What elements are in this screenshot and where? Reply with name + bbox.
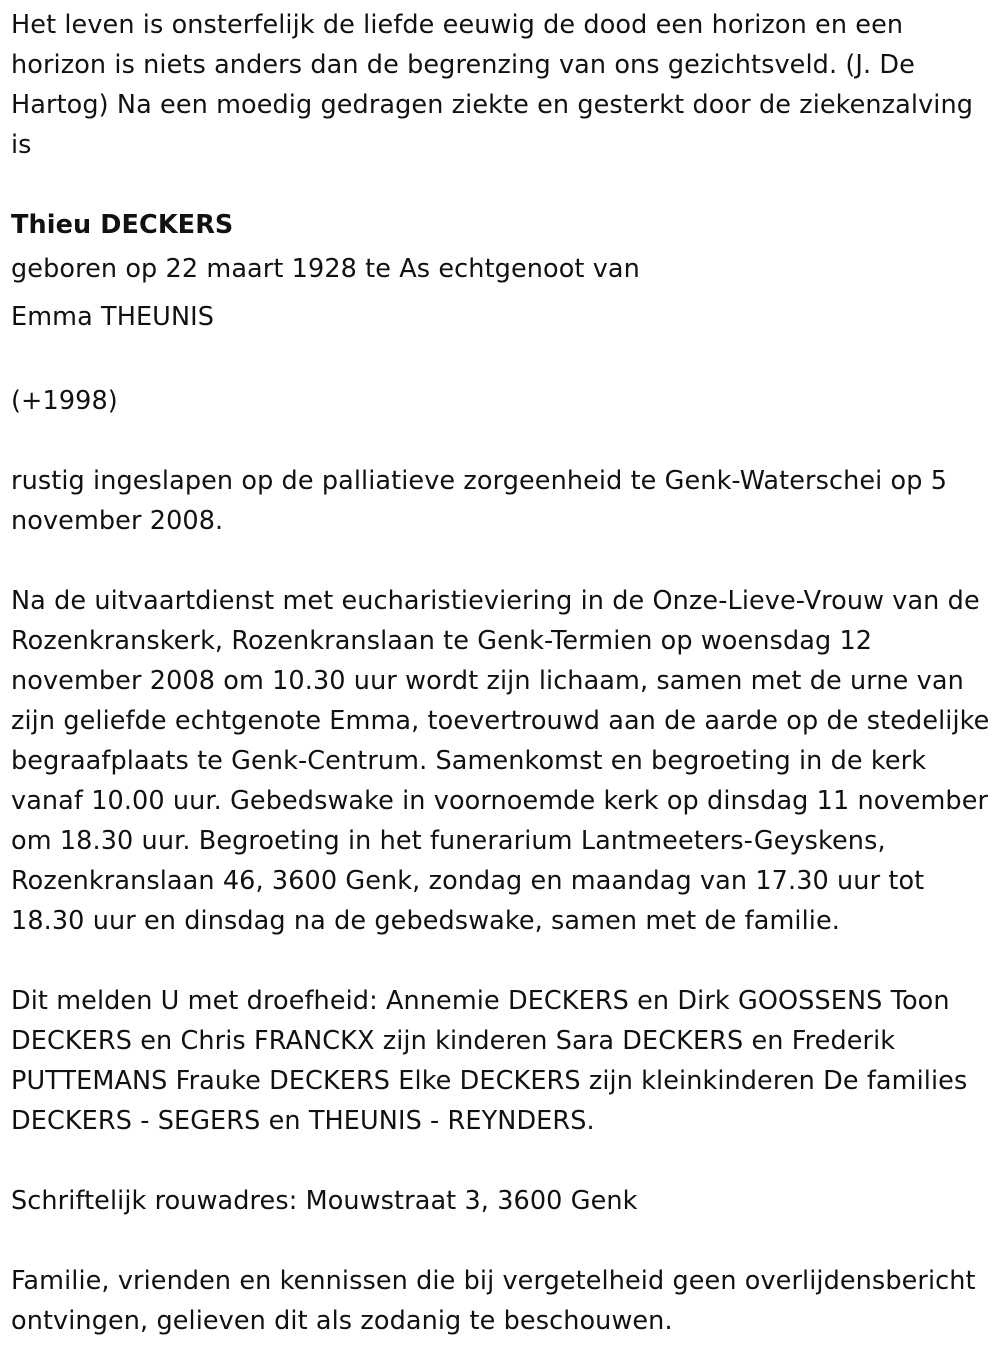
passing-paragraph: rustig ingeslapen op de palliatieve zorgeenheid te Genk-Waterschei op 5 november 2008. — [11, 466, 948, 536]
family-paragraph: Dit melden U met droefheid: Annemie DECKERS en Dirk GOOSSENS Toon DECKERS en Chris FRANCKX zijn kinderen Sara DECKERS en Frederik PUTTEMANS Frauke DECKERS Elke DECKERS zijn kleinkinderen De families DECKERS - SEGERS en THEUNIS - REYNDERS. — [11, 986, 968, 1136]
birth-line: geboren op 22 maart 1928 te As echtgenoot van — [11, 254, 640, 284]
funeral-paragraph: Na de uitvaartdienst met eucharistieviering in de Onze-Lieve-Vrouw van de Rozenkranskerk, Rozenkranslaan te Genk-Termien op woensdag 12 november 2008 om 10.30 uur wordt zijn lichaam, samen met de urne van zijn geliefde echtgenote Emma, toevertrouwd aan de aarde op de stedelijke begraafplaats te Genk-Centrum. Samenkomst en begroeting in de kerk vanaf 10.00 uur. Gebedswake in voornoemde kerk op dinsdag 11 november om 18.30 uur. Begroeting in het funerarium Lantmeeters-Geyskens, Rozenkranslaan 46, 3600 Genk, zondag en maandag van 17.30 uur tot 18.30 uur en dinsdag na de gebedswake, samen met de familie. — [11, 586, 990, 936]
deceased-name: Thieu DECKERS — [11, 210, 234, 240]
death-notice — [11, 5, 993, 1341]
spouse-name: Emma THEUNIS — [11, 302, 215, 332]
closing-paragraph: Familie, vrienden en kennissen die bij vergetelheid geen overlijdensbericht ontvingen, gelieven dit als zodanig te beschouwen. — [11, 1266, 976, 1336]
intro-paragraph: Het leven is onsterfelijk de liefde eeuwig de dood een horizon en een horizon is niets anders dan de begrenzing van ons gezichtsveld. (J. De Hartog) Na een moedig gedragen ziekte en gesterkt door de ziekenzalving is — [11, 10, 974, 160]
spouse-death-year: (+1998) — [11, 386, 118, 416]
mourning-address: Schriftelijk rouwadres: Mouwstraat 3, 3600 Genk — [11, 1186, 638, 1216]
